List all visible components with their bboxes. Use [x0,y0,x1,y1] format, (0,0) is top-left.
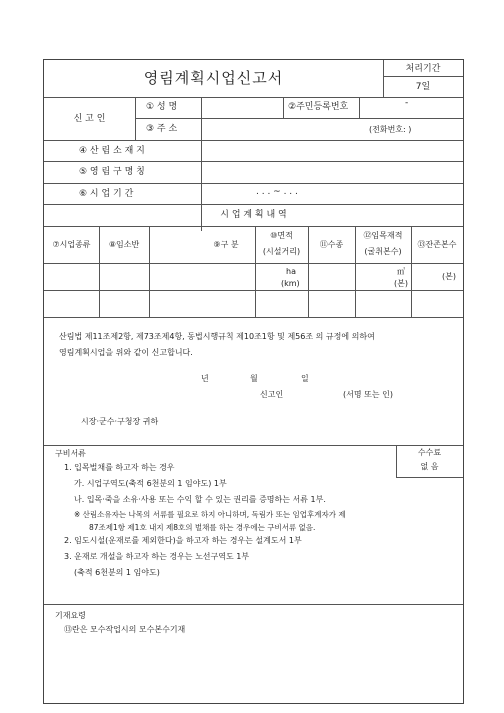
plan-section-label: 시 업 계 획 내 역 [220,210,287,220]
volume-unit: ㎥ [397,267,405,276]
doc-item: 87조제1항 제1호 내지 제8호의 벌채를 하는 경우에는 구비서류 없음. [89,523,316,532]
work-period-label: ⑥ 시 업 기 간 [79,189,134,199]
divider [383,76,463,77]
resident-number-field[interactable] [360,98,462,117]
divider [44,263,463,264]
form-title: 영림계획시업신고서 [143,69,284,87]
forest-location-field[interactable] [202,141,462,160]
doc-item: 가. 시업구역도(축적 6천분의 1 임야도) 1부 [74,479,227,488]
instructions-title: 기재요령 [55,611,86,620]
name-label: ① 성 명 [146,102,178,112]
divider [44,317,463,318]
processing-period-value: 7일 [415,82,431,92]
col-work-type: ⑦시업종류 [52,240,91,249]
doc-item: 3. 운재로 개설을 하고자 하는 경우는 노선구역도 1부 [64,552,250,561]
divider [149,226,150,317]
divider [44,445,463,446]
divider [396,477,463,478]
doc-item: 2. 임도시설(운재로를 제외한다)을 하고자 하는 경우는 설계도서 1부 [64,536,302,545]
col-remaining-count: ⑬잔존본수 [417,240,457,249]
resident-number-label: ②주민등록번호 [288,102,349,112]
date-month: 월 [250,374,258,383]
col-species: ⑪수종 [319,240,344,249]
volume-unit-alt: (본) [394,279,408,288]
instructions-item: ⑬란은 모수작업시의 모수본수기재 [64,625,186,634]
signature-label[interactable]: (서명 또는 인) [343,390,393,399]
plan-zone-name-label: ⑤ 영 림 구 명 칭 [79,167,145,177]
divider [44,226,463,227]
doc-item: ※ 산림소유자는 나목의 서류를 필요로 하지 아니하며, 독림가 또는 임업후계자가 제 [74,510,346,519]
col-area: ⑩면적 [270,231,293,240]
col-timber-volume-sub: (굴취본수) [364,247,402,256]
declaration-text-line2: 영림계획시업을 위와 같이 신고합니다. [59,348,193,357]
divider [44,604,463,605]
plan-zone-name-field[interactable] [202,162,462,181]
declaration-text-line1: 산림법 제11조제2항, 제73조제4항, 동법시행규칙 제10조1항 및 제56조 의 규정에 의하여 [59,332,375,341]
doc-item: (축적 6천분의 1 임야도) [74,568,160,577]
remaining-unit: (본) [442,272,456,281]
address-field[interactable] [202,119,462,139]
area-unit: ha [286,267,296,276]
col-forest-section: ⑧임소반 [108,240,140,249]
divider [44,183,463,184]
fee-value: 없 음 [420,462,439,471]
resident-number-dash: - [405,98,409,108]
doc-item: 1. 입목벌채를 하고자 하는 경우 [64,463,175,472]
col-category: ⑨구 분 [213,240,239,249]
applicant-label: 신 고 인 [73,114,106,124]
col-area-sub: (시설거리) [262,247,301,256]
date-year: 년 [201,374,209,383]
date-day: 일 [301,374,309,383]
doc-item: 나. 입목·죽을 소유·사용 또는 수익 할 수 있는 권리를 증명하는 서류 1부. [74,495,326,504]
divider [44,204,463,205]
addressee: 시장·군수·구청장 귀하 [81,417,159,426]
fee-label: 수수료 [417,448,442,457]
col-timber-volume: ⑫임목재적 [363,231,403,240]
phone-label: (전화번호: ) [369,125,412,134]
required-docs-title: 구비서류 [55,449,86,458]
name-field[interactable] [202,98,282,117]
address-label: ③ 주 소 [146,124,178,134]
processing-period-label: 처리기간 [405,64,441,74]
area-unit-alt: (km) [281,279,300,288]
divider [44,290,463,291]
form-page [43,59,464,704]
signer-label: 신고인 [260,390,284,399]
forest-location-label: ④ 산 림 소 재 지 [79,146,145,156]
divider [283,97,284,118]
work-period-field[interactable]: . . . ~ . . . [256,187,298,197]
